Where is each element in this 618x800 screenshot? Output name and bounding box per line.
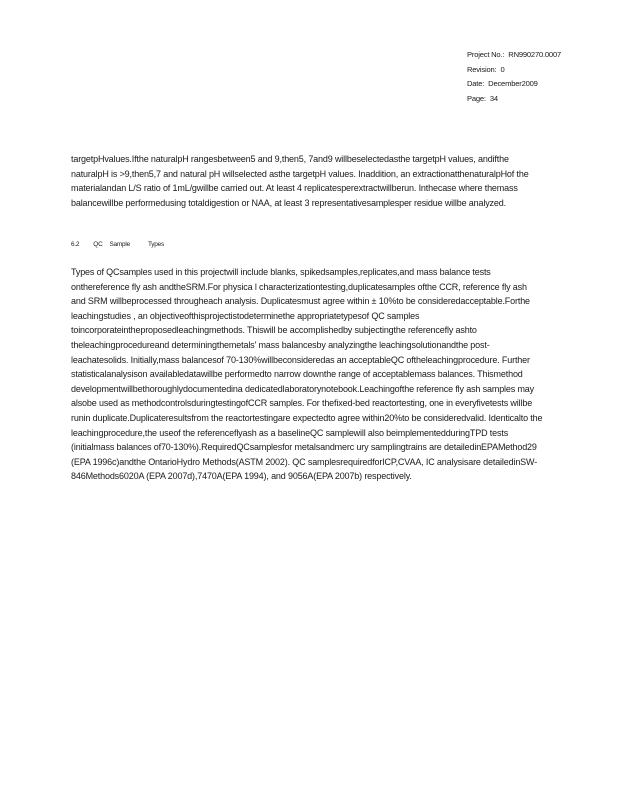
date-label: Date: (467, 79, 485, 89)
project-number-line (467, 48, 607, 63)
revision-label: Revision: (467, 64, 497, 74)
document-header (467, 48, 607, 106)
body-paragraph-1: targetpHvalues.Ifthe naturalpH rangesbetween5 and 9,then5, 7and9 willbeselectedasthe targetpH values, andifthe naturalpH is >9,then5,7 and natural pH willselected asthe targetpH values. Inaddition, an extractionatthenaturalpHof the materialandan L/S ratio of 1mL/gwillbe carried out. At least 4 replicatesperextractwillberun. Inthecase where themass balancewillbe performedusing totaldigestion or NAA, at least 3 representativesamplesper residue willbe analyzed. (71, 154, 529, 208)
section-number: 6.2 (71, 241, 80, 248)
section-title-word-2: Sample (109, 241, 130, 248)
revision-line (467, 63, 607, 78)
page-number-line (467, 92, 607, 107)
section-title-word-1: QC (93, 241, 103, 248)
date-line (467, 77, 607, 92)
date-value: December2009 (488, 79, 538, 89)
section-title-word-3: Types (147, 241, 165, 248)
page-number-value: 34 (489, 93, 498, 103)
body-paragraph-2: Types of QCsamples used in this projectwill include blanks, spikedsamples,replicates,and mass balance tests onthereference fly ash andtheSRM.For physica l characterizationtesting,duplicatesamples ofthe CCR, reference fly ash and SRM willbeprocessed througheach analysis. Duplicatesmust agree within ± 10%to be consideredacceptable.Forthe leachingstudies , an objectiveofthisprojectistodeterminethe appropriatetypesof QC samples toincorporateintheproposedleachingmethods. Thiswill be accomplishedby subjectingthe referencefly ashto theleachingprocedureand determiningthemetals' mass balancesby analyzingthe leachingsolutionandthe post-leachatesolids. Initially,mass balancesof 70-130%willbeconsideredas an acceptableQC oftheleachingprocedure. Further statisticalanalysison availabledatawillbe performedto narrow downthe range of acceptablemass balances. Thismethod developmentwillbethoroughlydocumentedina dedicatedlaboratorynotebook.Leachingofthe reference fly ash samples may alsobe used as methodcontrolsduringtestingofCCR samples. For thefixed-bed reactortesting, one in everyfivetests willbe runin duplicate.Duplicateresultsfrom the reactortestingare expectedto agree within20%to be consideredvalid. Identicalto the leachingprocedure,the useof the referenceflyash as a baselineQC samplewill also beimplementedduringTPD tests (initialmass balances of70-130%).RequiredQCsamplesfor metalsandmerc ury samplingtrains are detailedinEPAMethod29 (EPA 1996c)andthe OntarioHydro Methods(ASTM 2002). QC samplesrequiredforICP,CVAA, IC analysisare detailedinSW-846Methods6020A (EPA 2007d),7470A(EPA 1994), and 9056A(EPA 2007b) respectively. (71, 267, 543, 482)
page-number-label: Page: (467, 93, 486, 103)
section-heading (71, 240, 164, 250)
project-number-value: RN990270.0007 (508, 50, 561, 59)
project-number-label: Project No.: (467, 50, 505, 59)
revision-value: 0 (500, 64, 505, 74)
